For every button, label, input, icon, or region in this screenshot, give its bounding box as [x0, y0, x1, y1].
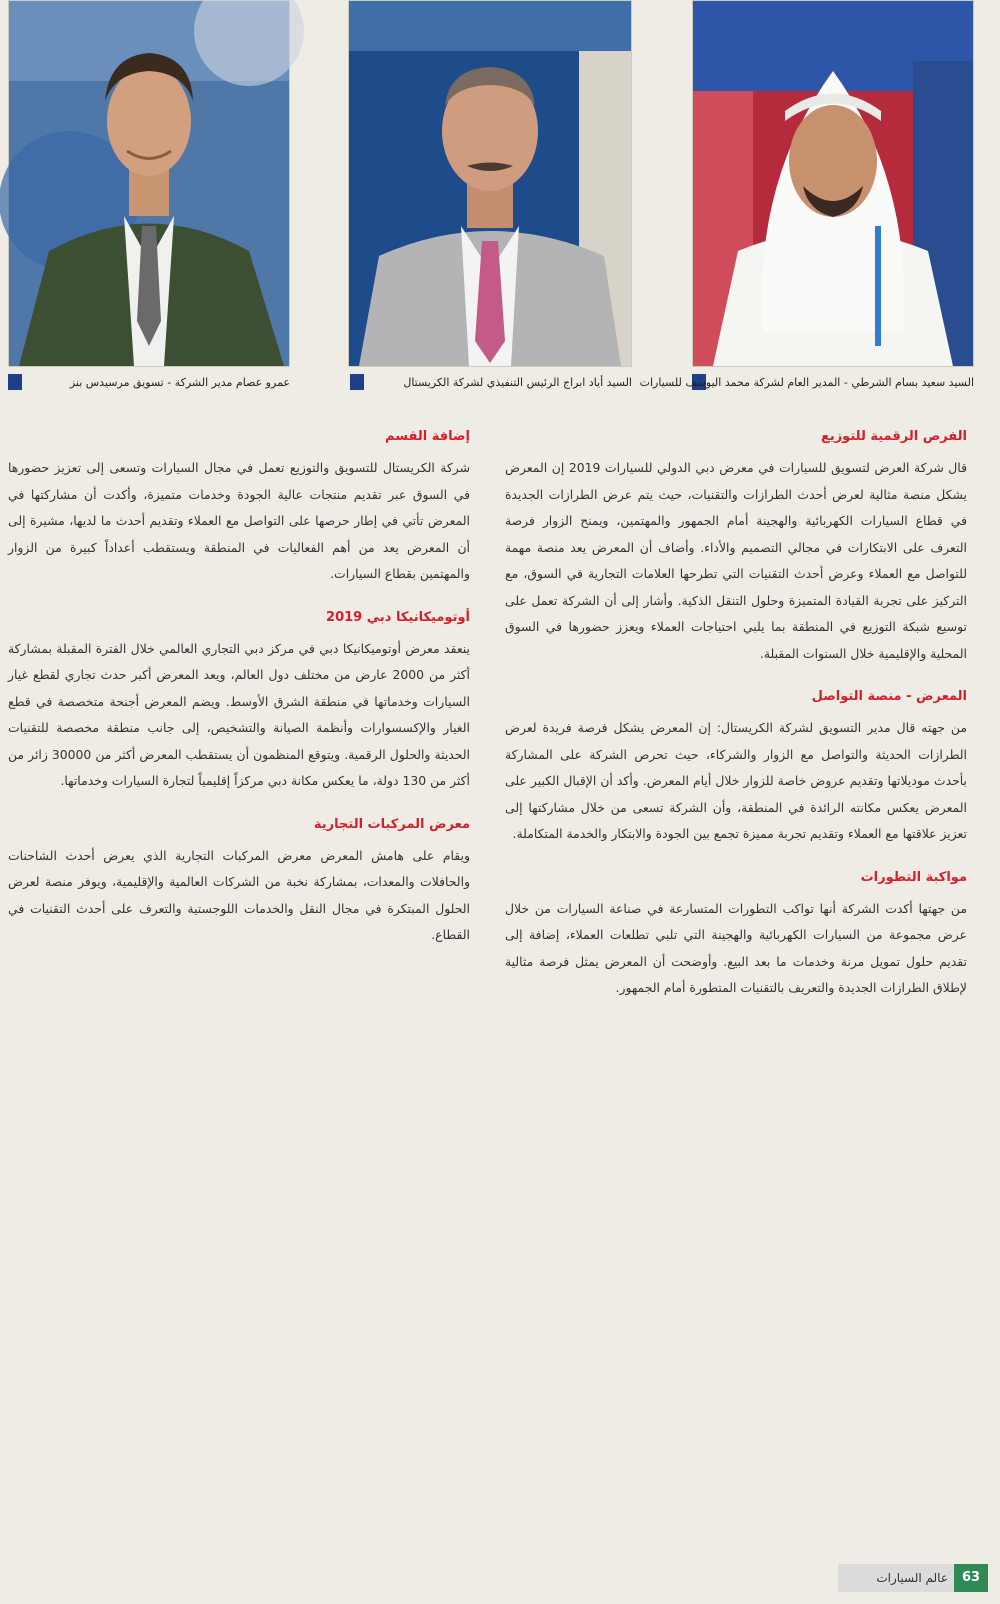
portrait-man-ghutra-image: [693, 1, 973, 366]
article-column-right: [505, 425, 967, 1565]
page-footer: [838, 1564, 988, 1592]
photo-center: [348, 0, 632, 367]
section-title: معرض المركبات التجارية: [313, 816, 470, 832]
photo-right: [692, 0, 974, 367]
page-number: 63: [954, 1564, 988, 1592]
section-title: المعرض - منصة التواصل: [811, 689, 967, 704]
section-body: ويقام على هامش المعرض معرض المركبات التجارية الذي يعرض أحدث الشاحنات والحافلات والمعدات، بمشاركة نخبة من الشركات العالمية والإقليمية، ويوفر منصة لعرض الحلول المبتكرة في مجال النقل والخدمات اللوجستية والتعرف على أحدث التقنيات في القطاع.: [8, 847, 470, 942]
magazine-label: عالم السيارات: [876, 1571, 948, 1585]
caption-marker-center: [350, 374, 364, 390]
section-body: من جهتها أكدت الشركة أنها تواكب التطورات المتسارعة في صناعة السيارات من خلال عرض مجموعة من السيارات الكهربائية والهجينة التي تلبي تطلعات العملاء، إضافة إلى تقديم حلول تمويل مرنة وخدمات ما بعد البيع. وأوضحت أن المعرض يمثل فرصة مثالية لإطلاق الطرازات الجديدة والتعريف بالتقنيات المتطورة أمام الجمهور.: [505, 900, 967, 995]
section-title: إضافة القسم: [385, 429, 470, 444]
section-title: أوتوميكانيكا دبي 2019: [326, 609, 470, 625]
portrait-man-green-suit-image: [9, 1, 289, 366]
section-title: الفرص الرقمية للتوزيع: [820, 429, 967, 444]
photo-left: [8, 0, 290, 367]
portrait-man-grey-suit-image: [349, 1, 631, 366]
photo-caption-right: السيد سعيد بسام الشرطي - المدير العام لشركة محمد اليوسف للسيارات: [639, 376, 974, 389]
article-column-left: [8, 425, 470, 1565]
section-body: شركة الكريستال للتسويق والتوزيع تعمل في مجال السيارات وتسعى إلى تعزيز حضورها في السوق عبر تقديم منتجات عالية الجودة وخدمات متميزة، وأكدت أن مشاركتها في المعرض تأتي في إطار حرصها على التواصل مع العملاء وتقديم أحدث ما لديها، مشيرة إلى أن المعرض يعد من أهم الفعاليات في المنطقة ويستقطب أعداداً كبيرة من الزوار والمهتمين بقطاع السيارات.: [8, 460, 470, 581]
section-title: مواكبة التطورات: [860, 869, 967, 885]
section-body: من جهته قال مدير التسويق لشركة الكريستال: إن المعرض يشكل فرصة فريدة لعرض الطرازات الحديثة والتواصل مع الزوار والشركاء، حيث تحرص الشركة على المشاركة بأحدث موديلاتها وتقديم عروض خاصة للزوار خلال أيام المعرض. وأكد أن الإقبال الكبير على المعرض يعكس مكانته الرائدة في المنطقة، وأن الشركة تسعى من خلال مشاركتها إلى تعزيز علاقتها مع العملاء وتقديم تجربة مميزة تجمع بين الجودة والابتكار والخدمة المتكاملة.: [505, 720, 967, 841]
caption-marker-left: [8, 374, 22, 390]
section-body: قال شركة العرض لتسويق للسيارات في معرض دبي الدولي للسيارات 2019 إن المعرض يشكل منصة مثالية لعرض أحدث الطرازات والتقنيات، حيث يتم عرض الطرازات الجديدة في قطاع السيارات الكهربائية والهجينة أمام الجمهور والمهتمين، ويمنح الزوار فرصة التعرف على الابتكارات في مجالي التصميم والأداء. وأضاف أن المعرض يعد منصة مهمة للتواصل مع العملاء وعرض أحدث التقنيات التي تطرحها العلامات التجارية في السوق، مع التركيز على تجربة القيادة المتميزة وحلول التنقل الذكية. وأشار إلى أن الشركة تعمل على توسيع شبكة التوزيع في المنطقة بما يلبي احتياجات العملاء ويعزز حضورها في السوق المحلية والإقليمية خلال السنوات المقبلة.: [505, 460, 967, 661]
section-body: ينعقد معرض أوتوميكانيكا دبي في مركز دبي التجاري العالمي خلال الفترة المقبلة بمشاركة أكثر من 2000 عارض من مختلف دول العالم، ويعد المعرض أكبر حدث تجاري لقطع غيار السيارات وخدماتها في منطقة الشرق الأوسط. ويضم المعرض أجنحة متخصصة في قطع الغيار والإكسسوارات وأنظمة الصيانة والتشخيص، إلى جانب منطقة مخصصة للتقنيات الحديثة والحلول الرقمية. ويتوقع المنظمون أن يستقطب المعرض أكثر من 30000 زائر من أكثر من 130 دولة، ما يعكس مكانة دبي مركزاً إقليمياً لتجارة السيارات وخدماتها.: [8, 640, 470, 788]
photo-caption-center: السيد أياد ابراج الرئيس التنفيذي لشركة الكريستال: [403, 376, 632, 389]
photo-row: [0, 0, 1000, 400]
photo-caption-left: عمرو عصام مدير الشركة - تسويق مرسيدس بنز: [69, 376, 290, 389]
